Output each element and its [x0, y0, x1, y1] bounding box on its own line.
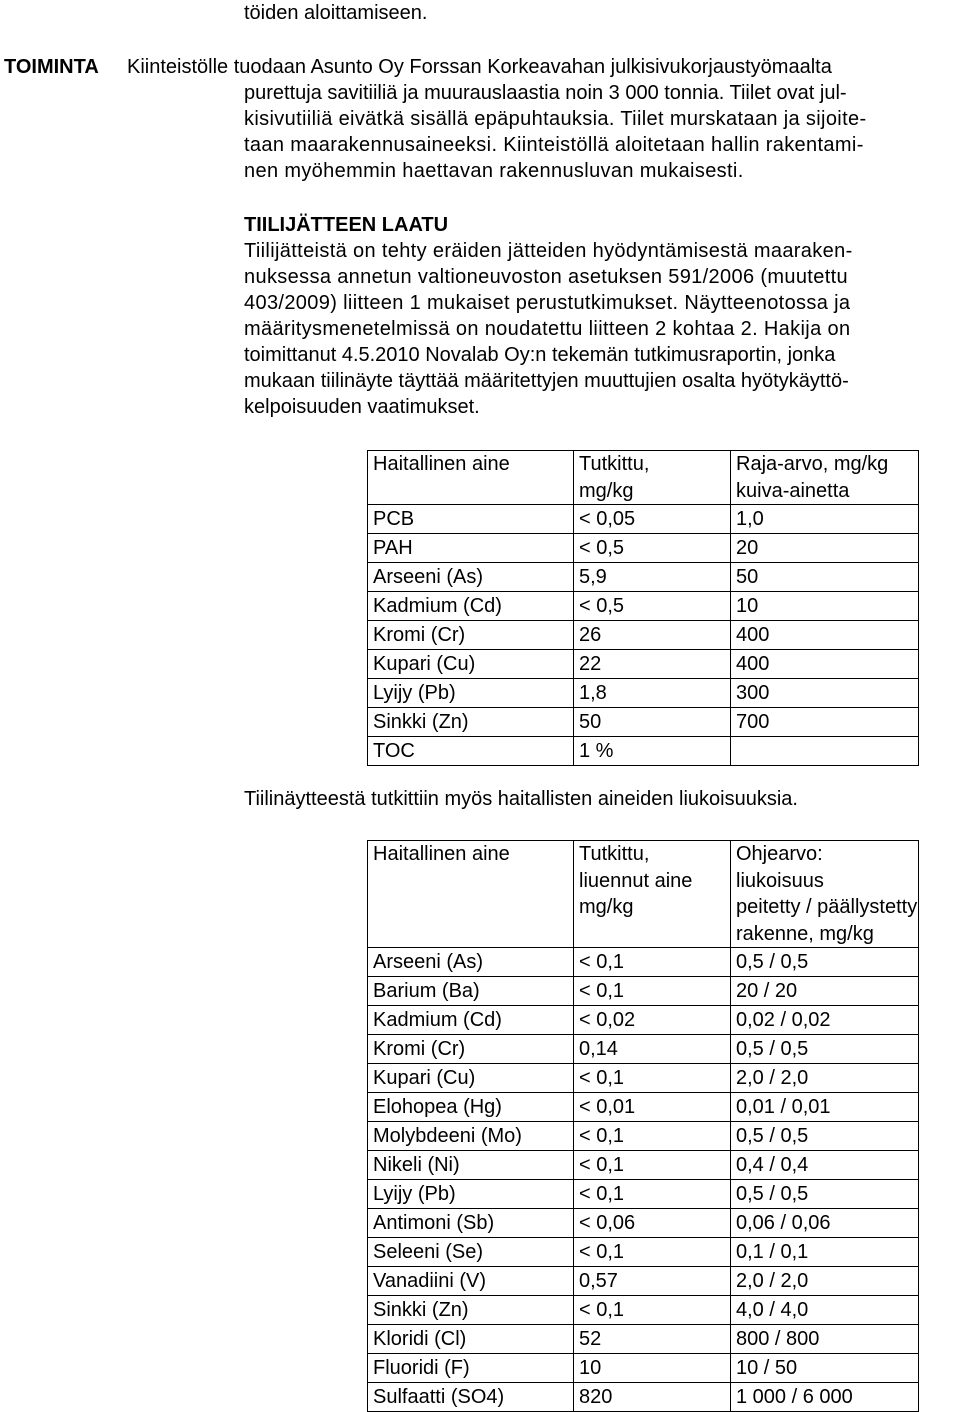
table-row: [368, 977, 919, 1006]
table-cell: 10 / 50: [731, 1354, 919, 1383]
laatu-heading: TIILIJÄTTEEN LAATU: [244, 214, 449, 236]
laatu-line: kelpoisuuden vaatimukset.: [244, 396, 480, 418]
header-text: Tutkittu,: [579, 843, 650, 865]
table-cell: 0,57: [574, 1267, 731, 1296]
table-cell: 5,9: [574, 563, 731, 592]
header-text: liukoisuus: [736, 869, 824, 892]
header-text: rakenne, mg/kg: [736, 922, 874, 945]
table-cell: Kloridi (Cl): [368, 1325, 574, 1354]
toiminta-heading: TOIMINTA: [4, 56, 99, 78]
table-cell: < 0,1: [574, 1064, 731, 1093]
table-row: [368, 737, 919, 766]
table-cell: 2,0 / 2,0: [731, 1267, 919, 1296]
table-cell: 10: [574, 1354, 731, 1383]
header-text: Ohjearvo:: [736, 843, 823, 865]
leaching-table: [367, 840, 919, 1412]
table-cell: [731, 737, 919, 766]
table-cell: Vanadiini (V): [368, 1267, 574, 1296]
table-header-cell: [368, 451, 574, 505]
table-cell: < 0,01: [574, 1093, 731, 1122]
table-cell: 26: [574, 621, 731, 650]
table-row: [368, 1093, 919, 1122]
table-cell: Arseeni (As): [368, 563, 574, 592]
table-cell: 0,06 / 0,06: [731, 1209, 919, 1238]
table-cell: Antimoni (Sb): [368, 1209, 574, 1238]
table-cell: PCB: [368, 505, 574, 534]
total-content-table: [367, 450, 919, 766]
table-cell: PAH: [368, 534, 574, 563]
table-cell: < 0,1: [574, 1180, 731, 1209]
header-text: liuennut aine: [579, 869, 693, 892]
table-cell: < 0,1: [574, 977, 731, 1006]
table-row: [368, 1267, 919, 1296]
table-header-row: [368, 841, 919, 948]
table-row: [368, 1383, 919, 1412]
table-cell: 1 %: [574, 737, 731, 766]
table-cell: < 0,5: [574, 592, 731, 621]
table-cell: 22: [574, 650, 731, 679]
table-header-cell: [574, 841, 731, 948]
table-cell: Kadmium (Cd): [368, 592, 574, 621]
table-body: [368, 948, 919, 1412]
table-cell: Molybdeeni (Mo): [368, 1122, 574, 1151]
header-text: kuiva-ainetta: [736, 479, 850, 502]
table-row: [368, 1325, 919, 1354]
table-cell: 2,0 / 2,0: [731, 1064, 919, 1093]
table-cell: 20 / 20: [731, 977, 919, 1006]
table-row: [368, 1064, 919, 1093]
table-header-cell: [574, 451, 731, 505]
table-cell: < 0,05: [574, 505, 731, 534]
table-cell: TOC: [368, 737, 574, 766]
table-cell: Nikeli (Ni): [368, 1151, 574, 1180]
laatu-line: Tiilijätteistä on tehty eräiden jätteiden hyödyntämisestä maaraken-: [244, 240, 853, 262]
table-row: [368, 679, 919, 708]
table-cell: Sinkki (Zn): [368, 1296, 574, 1325]
table-cell: Arseeni (As): [368, 948, 574, 977]
table-row: [368, 505, 919, 534]
table-cell: < 0,5: [574, 534, 731, 563]
table-header-cell: [368, 841, 574, 948]
solubility-intro: Tiilinäytteestä tutkittiin myös haitallisten aineiden liukoisuuksia.: [244, 788, 798, 810]
table-cell: < 0,06: [574, 1209, 731, 1238]
table-row: [368, 1238, 919, 1267]
table-row: [368, 708, 919, 737]
table-cell: 0,5 / 0,5: [731, 1035, 919, 1064]
toiminta-line: Kiinteistölle tuodaan Asunto Oy Forssan Korkeavahan julkisivukorjaustyömaalta: [127, 56, 832, 78]
table-row: [368, 534, 919, 563]
laatu-line: 403/2009) liitteen 1 mukaiset perustutkimukset. Näytteenotossa ja: [244, 292, 851, 314]
table-cell: < 0,02: [574, 1006, 731, 1035]
table-cell: 0,14: [574, 1035, 731, 1064]
laatu-line: mukaan tiilinäyte täyttää määritettyjen muuttujien osalta hyötykäyttö-: [244, 370, 849, 392]
table-cell: Kadmium (Cd): [368, 1006, 574, 1035]
table-row: [368, 1035, 919, 1064]
table-cell: 1 000 / 6 000: [731, 1383, 919, 1412]
table-row: [368, 621, 919, 650]
header-text: mg/kg: [579, 896, 634, 918]
table-row: [368, 1209, 919, 1238]
table-cell: Lyijy (Pb): [368, 679, 574, 708]
table-cell: 400: [731, 621, 919, 650]
table-row: [368, 948, 919, 977]
table-row: [368, 563, 919, 592]
table-body: [368, 505, 919, 766]
table-cell: < 0,1: [574, 1296, 731, 1325]
table-cell: 0,01 / 0,01: [731, 1093, 919, 1122]
table-cell: 0,1 / 0,1: [731, 1238, 919, 1267]
table-cell: Sinkki (Zn): [368, 708, 574, 737]
table-row: [368, 1151, 919, 1180]
table-cell: Kupari (Cu): [368, 650, 574, 679]
laatu-line: määritysmenetelmissä on noudatettu liitteen 2 kohtaa 2. Hakija on: [244, 318, 851, 340]
table-cell: Fluoridi (F): [368, 1354, 574, 1383]
table-cell: < 0,1: [574, 1238, 731, 1267]
table-cell: 4,0 / 4,0: [731, 1296, 919, 1325]
table-cell: 800 / 800: [731, 1325, 919, 1354]
header-text: Tutkittu,: [579, 453, 650, 475]
table-row: [368, 1122, 919, 1151]
table-cell: 10: [731, 592, 919, 621]
table-cell: Lyijy (Pb): [368, 1180, 574, 1209]
table-cell: 0,5 / 0,5: [731, 1180, 919, 1209]
table-header-cell: [731, 451, 919, 505]
header-text: mg/kg: [579, 479, 634, 502]
table-cell: Elohopea (Hg): [368, 1093, 574, 1122]
toiminta-line: nen myöhemmin haettavan rakennusluvan mukaisesti.: [244, 160, 744, 182]
header-text: peitetty / päällystetty: [736, 896, 918, 918]
table-cell: 1,0: [731, 505, 919, 534]
table-cell: 400: [731, 650, 919, 679]
table-row: [368, 650, 919, 679]
table-row: [368, 1296, 919, 1325]
table-cell: < 0,1: [574, 1151, 731, 1180]
toiminta-line: taan maarakennusaineeksi. Kiinteistöllä aloitetaan hallin rakentami-: [244, 134, 864, 156]
table-cell: 820: [574, 1383, 731, 1412]
toiminta-line: kisivutiiliä eivätkä sisällä epäpuhtauksia. Tiilet murskataan ja sijoite-: [244, 108, 867, 130]
table-row: [368, 1354, 919, 1383]
table-header-row: [368, 451, 919, 505]
table-cell: 700: [731, 708, 919, 737]
table-cell: Barium (Ba): [368, 977, 574, 1006]
laatu-line: nuksessa annetun valtioneuvoston asetuksen 591/2006 (muutettu: [244, 266, 848, 288]
table-cell: 0,5 / 0,5: [731, 948, 919, 977]
header-text: Raja-arvo, mg/kg: [736, 453, 889, 475]
table-cell: 50: [574, 708, 731, 737]
table-cell: 52: [574, 1325, 731, 1354]
table-cell: Sulfaatti (SO4): [368, 1383, 574, 1412]
table-cell: 0,4 / 0,4: [731, 1151, 919, 1180]
table-cell: Kromi (Cr): [368, 621, 574, 650]
table-row: [368, 592, 919, 621]
table-cell: 0,5 / 0,5: [731, 1122, 919, 1151]
table-cell: < 0,1: [574, 1122, 731, 1151]
laatu-line: toimittanut 4.5.2010 Novalab Oy:n tekemän tutkimusraportin, jonka: [244, 344, 836, 366]
intro-tail: töiden aloittamiseen.: [244, 2, 428, 24]
table-cell: 50: [731, 563, 919, 592]
table-cell: 300: [731, 679, 919, 708]
header-text: Haitallinen aine: [373, 843, 510, 865]
table-cell: Seleeni (Se): [368, 1238, 574, 1267]
table-row: [368, 1006, 919, 1035]
table-cell: < 0,1: [574, 948, 731, 977]
table-cell: 20: [731, 534, 919, 563]
table-cell: 1,8: [574, 679, 731, 708]
toiminta-line: purettuja savitiiliä ja muurauslaastia noin 3 000 tonnia. Tiilet ovat jul-: [244, 82, 847, 104]
table-cell: Kupari (Cu): [368, 1064, 574, 1093]
table-row: [368, 1180, 919, 1209]
header-text: Haitallinen aine: [373, 453, 510, 475]
table-cell: Kromi (Cr): [368, 1035, 574, 1064]
table-header-cell: [731, 841, 919, 948]
table-cell: 0,02 / 0,02: [731, 1006, 919, 1035]
